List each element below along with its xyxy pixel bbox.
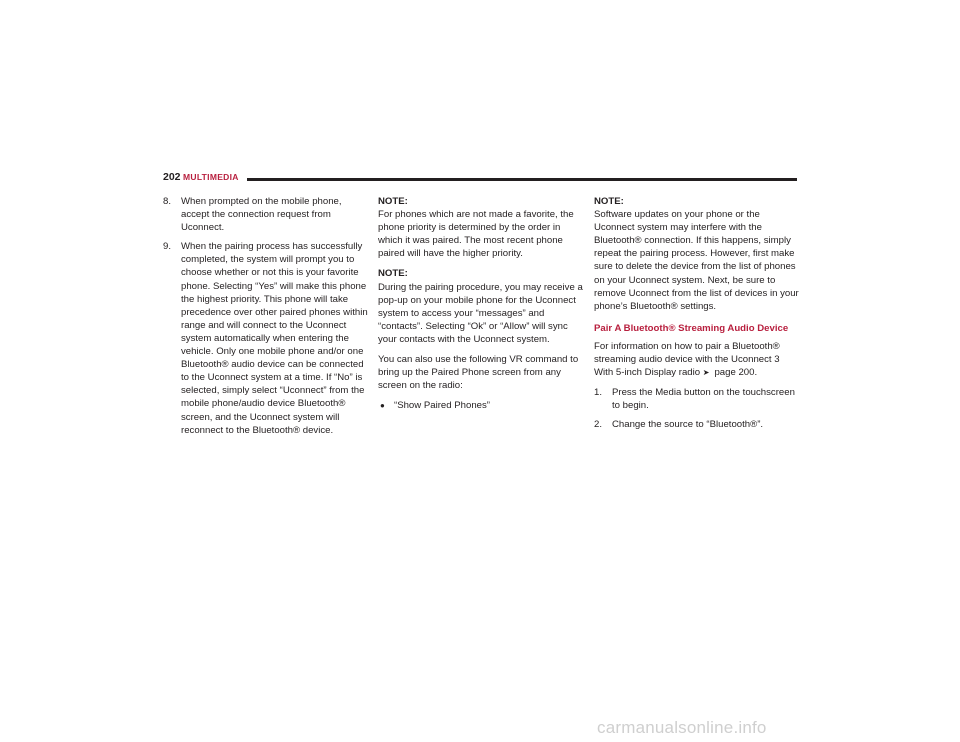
- section-subheading: Pair A Bluetooth® Streaming Audio Device: [594, 322, 789, 334]
- note-text: Software updates on your phone or the Uconnect system may interfere with the Bluetooth® connection. If this happens, simply repeat the pairing process. However, first make sure to delete the device from the list of phones on your Uconnect system. Next, be sure to remove Uconnect from the list of devices in your phone’s Bluetooth® settings.: [594, 209, 799, 312]
- list-item: [594, 386, 799, 412]
- bullet-icon: ●: [380, 401, 385, 411]
- item-number: 9.: [163, 241, 172, 253]
- paragraph: You can also use the following VR command to bring up the Paired Phone screen from any screen on the radio:: [378, 354, 579, 392]
- note-text: For phones which are not made a favorite, the phone priority is determined by the order in which it was paired. The most recent phone paired will have the higher priority.: [378, 209, 574, 260]
- paragraph: [594, 340, 799, 379]
- item-text: When the pairing process has successfully completed, the system will prompt you to choose whether or not this is your favorite phone. Selecting “Yes” will make this phone the highest priority. This phone will take precedence over other paired phones within range and will connect to the Uconnect system automatically when entering the vehicle. Only one mobile phone and/or one Bluetooth® audio device can be connected to the Uconnect system at a time. If “No” is selected, simply select “Uconnect” from the mobile phone/audio device Bluetooth® screen, and the Uconnect system will reconnect to the Bluetooth® device.: [181, 241, 368, 436]
- header-rule: [247, 178, 797, 181]
- note-heading: NOTE:: [378, 196, 408, 207]
- item-number: 1.: [594, 387, 603, 399]
- item-text: Change the source to “Bluetooth®”.: [612, 419, 764, 431]
- section-title: MULTIMEDIA: [183, 172, 239, 182]
- column-middle: [378, 195, 583, 418]
- bullet-item: [378, 399, 583, 412]
- note-text: During the pairing procedure, you may receive a pop-up on your mobile phone for the Uconnect system to access your “messages” and “contacts”. Selecting “Ok” or “Allow” will sync your contacts with the Uconnect system.: [378, 281, 583, 345]
- page-reference-arrow-icon: ➤: [702, 368, 710, 378]
- note-heading: NOTE:: [378, 268, 408, 280]
- paragraph-text: For information on how to pair a Bluetooth® streaming audio device with the Uconnect 3 With 5-inch Display radio: [594, 340, 780, 379]
- item-text: When prompted on the mobile phone, accept the connection request from Uconnect.: [181, 196, 342, 234]
- column-right: [594, 195, 799, 438]
- page-number: 202: [163, 171, 181, 183]
- watermark-text: carmanualsonline.info: [597, 718, 767, 737]
- item-text: Press the Media button on the touchscreen to begin.: [612, 387, 795, 412]
- note-heading: NOTE:: [594, 196, 624, 207]
- column-left: [163, 195, 368, 443]
- bullet-text: “Show Paired Phones”: [394, 400, 490, 412]
- list-item: [163, 240, 368, 436]
- page-reference-link[interactable]: page 200.: [714, 367, 758, 379]
- list-item: [163, 195, 368, 234]
- page-header: [163, 171, 797, 185]
- list-item: [594, 418, 799, 431]
- item-number: 2.: [594, 419, 603, 431]
- item-number: 8.: [163, 196, 172, 207]
